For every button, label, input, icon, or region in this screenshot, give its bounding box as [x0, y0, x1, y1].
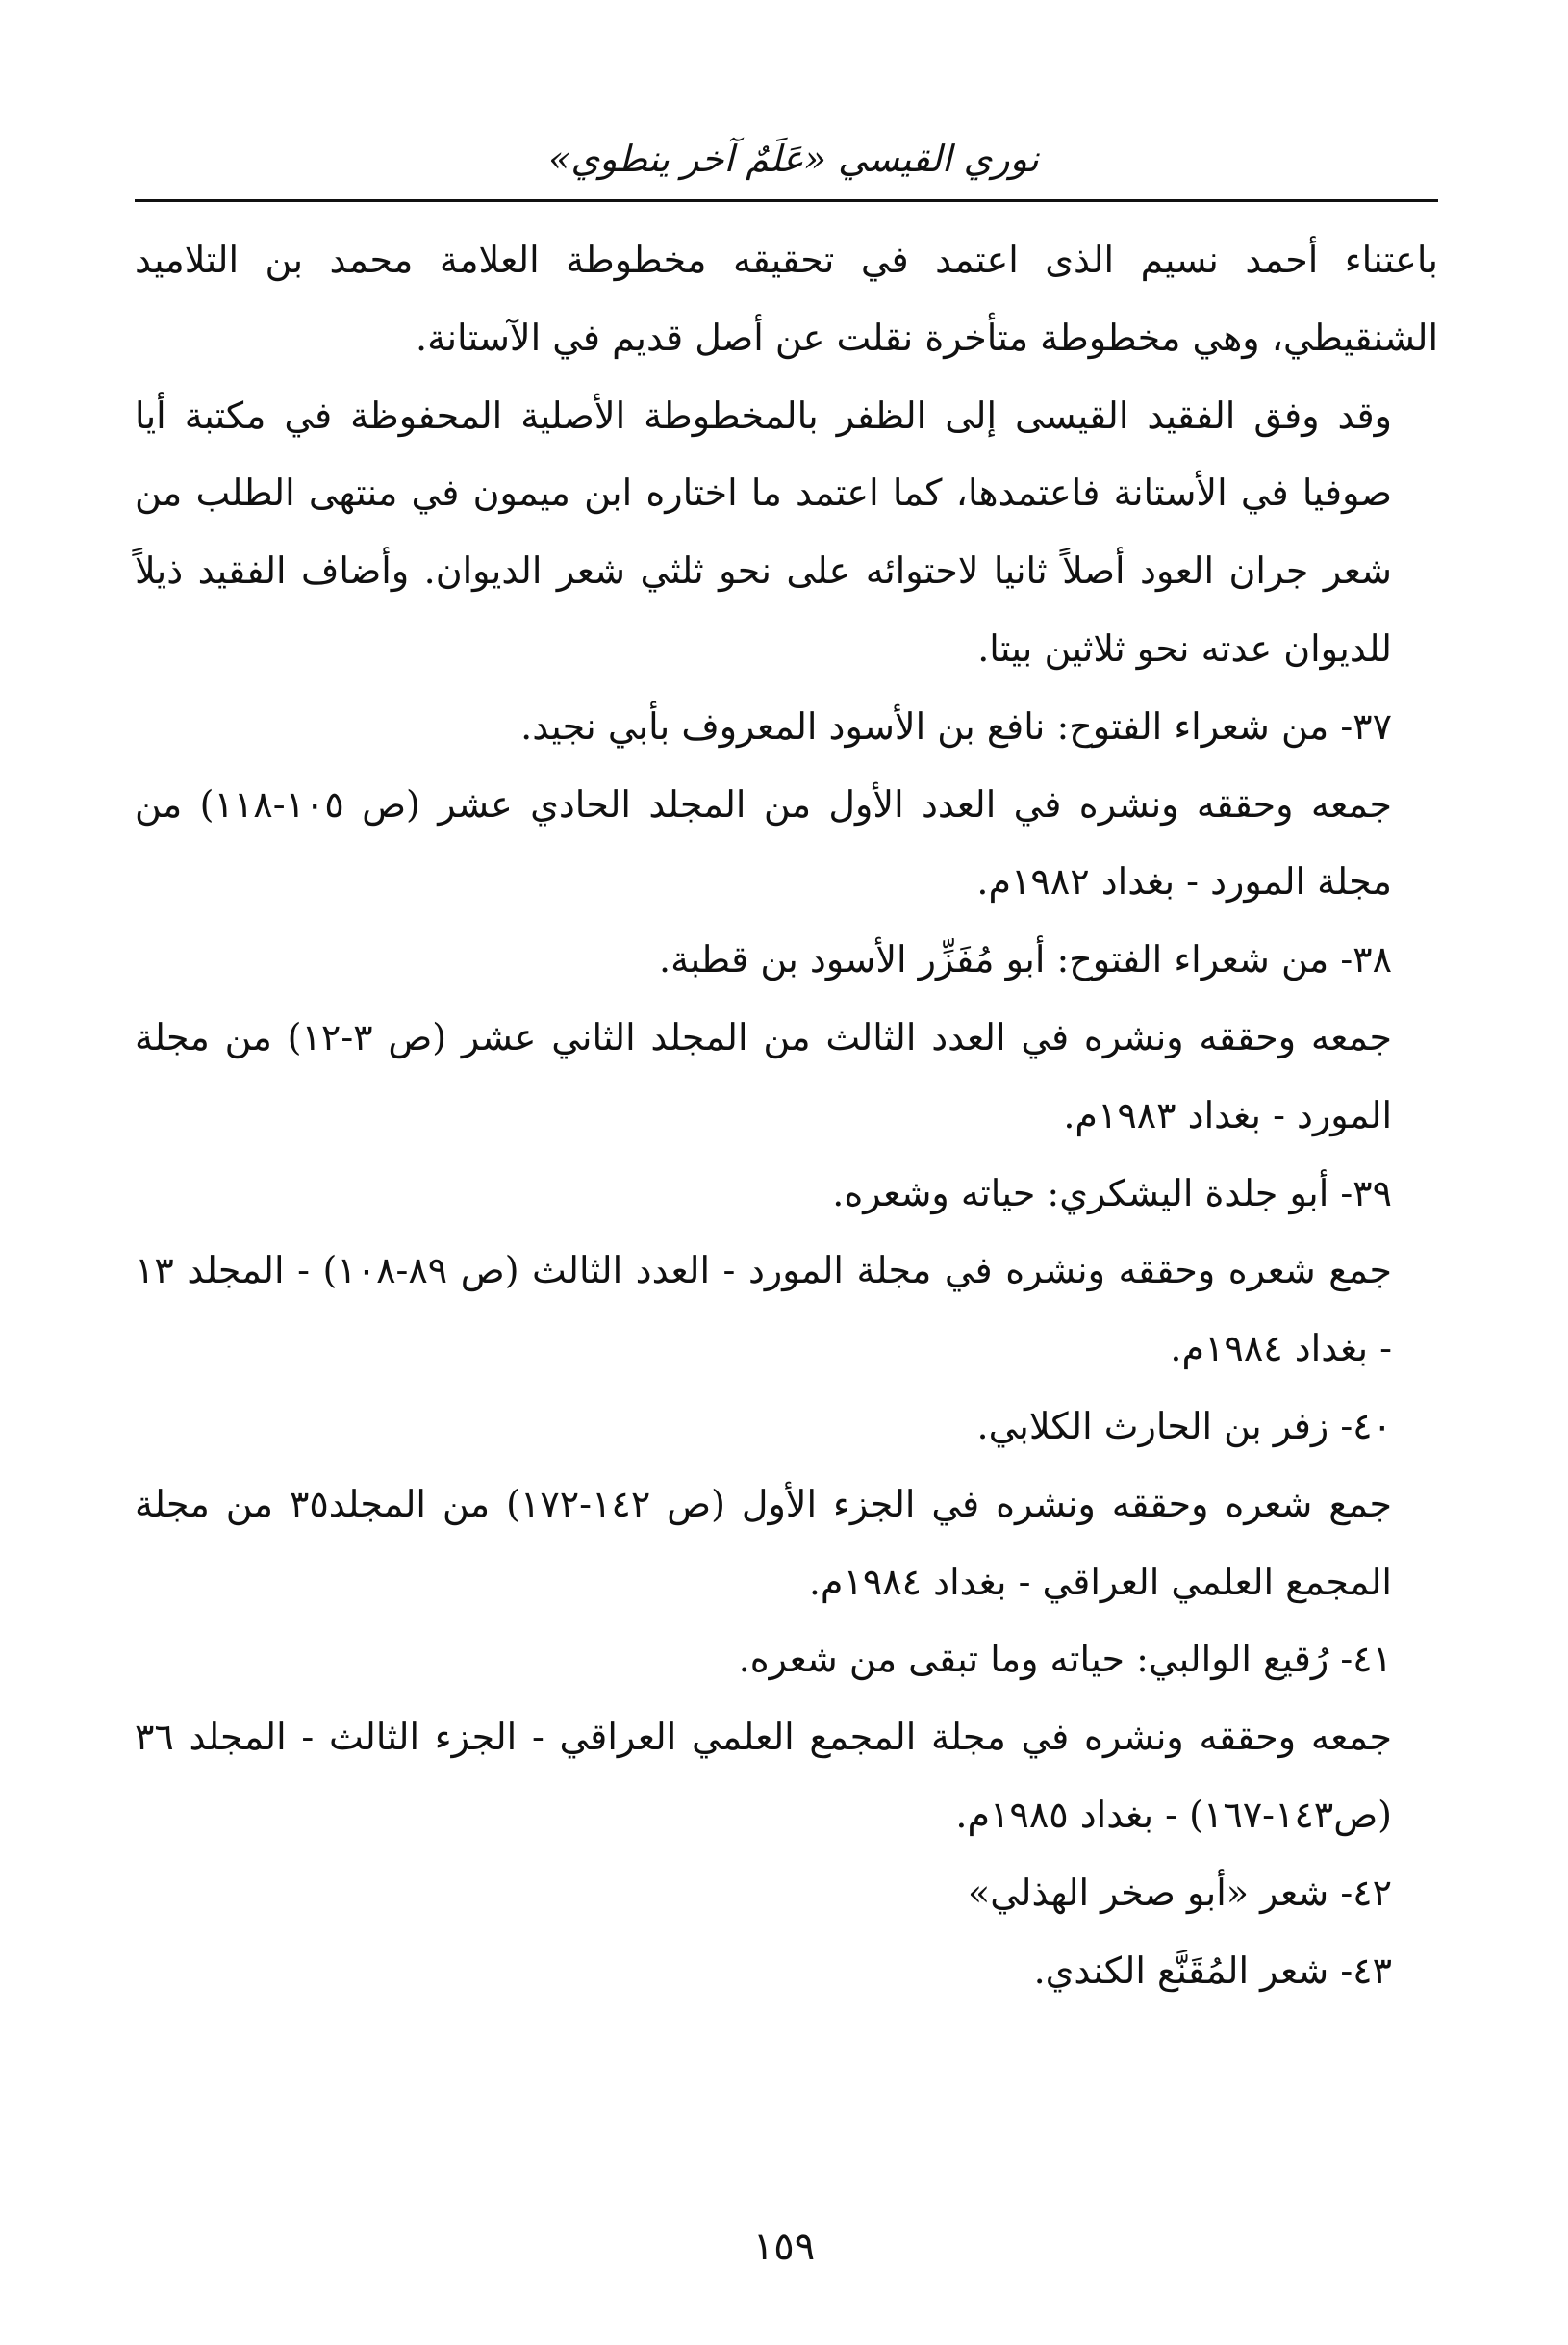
header-rule	[135, 199, 1438, 202]
paragraph: باعتناء أحمد نسيم الذى اعتمد في تحقيقه مخطوطة العلامة محمد بن التلاميد الشنقيطي، وهي مخطوطة متأخرة نقلت عن أصل قديم في الآستانة.	[135, 239, 1438, 359]
list-item-description: جمعه وحققه ونشره في العدد الأول من المجلد الحادي عشر (ص ١٠٥-١١٨) من مجلة المورد - بغداد ١٩٨٢م.	[135, 782, 1393, 904]
list-item-heading: ٣٨- من شعراء الفتوح: أبو مُفَزِّر الأسود بن قطبة.	[659, 938, 1392, 981]
list-item-description: جمعه وحققه ونشره في مجلة المجمع العلمي العراقي - الجزء الثالث - المجلد ٣٦ (ص١٤٣-١٦٧) - بغداد ١٩٨٥م.	[135, 1716, 1392, 1836]
list-item-description: جمعه وحققه ونشره في العدد الثالث من المجلد الثاني عشر (ص ٣-١٢) من مجلة المورد - بغداد ١٩٨٣م.	[135, 1015, 1392, 1136]
paragraph: وقد وفق الفقيد القيسى إلى الظفر بالمخطوطة الأصلية المحفوظة في مكتبة أيا صوفيا في الأستانة فاعتمدها، كما اعتمد ما اختاره ابن ميمون في منتهى الطلب من شعر جران العود أصلاً ثانيا لاحتوائه على نحو ثلثي شعر الديوان. وأضاف الفقيد ذيلاً للديوان عدته نحو ثلاثين بيتا.	[135, 394, 1392, 670]
running-header: نوري القيسي «عَلَمٌ آخر ينطوي»	[548, 138, 1039, 180]
list-item-heading: ٣٧- من شعراء الفتوح: نافع بن الأسود المعروف بأبي نجيد.	[520, 704, 1392, 748]
body-text	[135, 221, 1438, 2009]
list-item-heading: ٤١- رُقيع الوالبي: حياته وما تبقى من شعره.	[738, 1638, 1392, 1681]
list-item-description: جمع شعره وحققه ونشره في الجزء الأول (ص ١٤٢-١٧٢) من المجلد٣٥ من مجلة المجمع العلمي العراقي - بغداد ١٩٨٤م.	[135, 1482, 1392, 1603]
page-number: ١٥٩	[752, 2225, 816, 2269]
list-item-heading: ٤٢- شعر «أبو صخر الهذلي»	[968, 1871, 1392, 1914]
list-item-heading: ٤٠- زفر بن الحارث الكلابي.	[976, 1404, 1392, 1447]
list-item-heading: ٣٩- أبو جلدة اليشكري: حياته وشعره.	[832, 1171, 1392, 1214]
list-item-description: جمع شعره وحققه ونشره في مجلة المورد - العدد الثالث (ص ٨٩-١٠٨) - المجلد ١٣ - بغداد ١٩٨٤م.	[135, 1249, 1392, 1370]
list-item-heading: ٤٣- شعر المُقَنَّع الكندي.	[1033, 1949, 1392, 1992]
